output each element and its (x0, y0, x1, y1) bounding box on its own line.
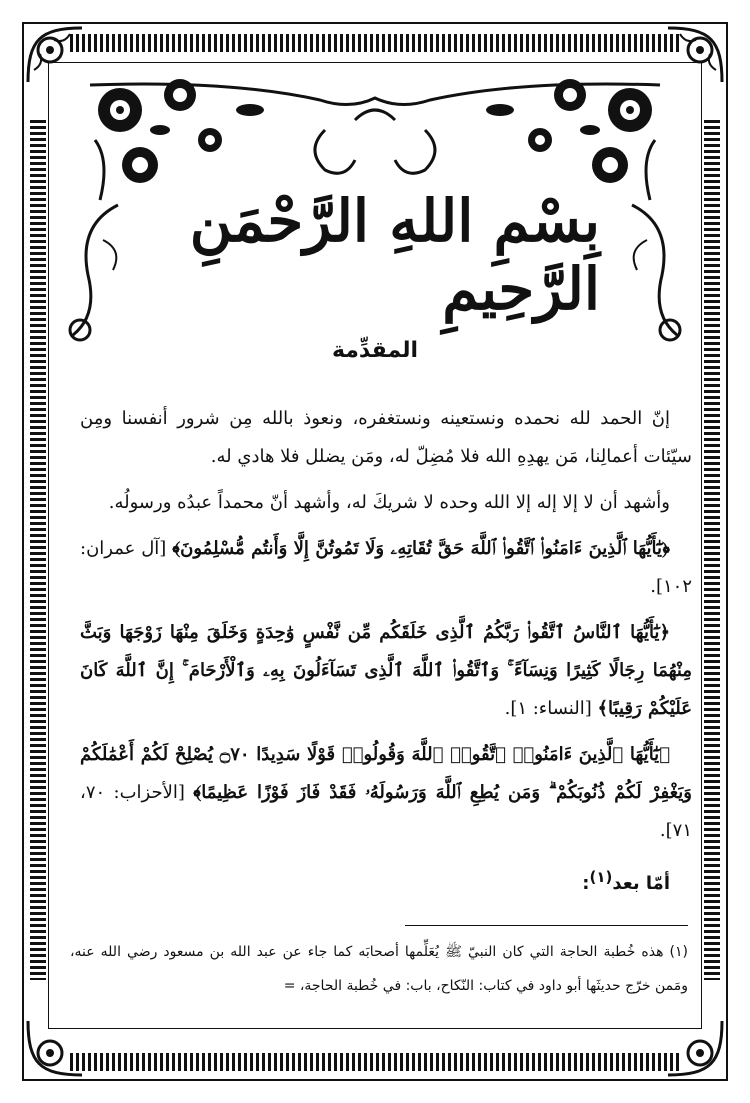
border-band-top (70, 34, 680, 52)
verse-block (80, 736, 692, 850)
border-band-right (704, 120, 720, 980)
paragraph: إنّ الحمد لله نحمده ونستعينه ونستغفره، ونعوذ بالله مِن شرور أنفسنا ومِن سيّئات أعمالِنا، مَن يهدِهِ الله فلا مُضِلّ له، ومَن يضلل فلا هادي له. (80, 408, 692, 467)
corner-ornament-top-right (660, 20, 730, 90)
paragraph: وأشهد أن لا إلا إله إلا الله وحده لا شريكَ له، وأشهد أنّ محمداً عبدُه ورسولُه. (108, 492, 670, 513)
verse-block (80, 530, 692, 606)
page-title: المقدِّمة (331, 338, 419, 363)
corner-ornament-bottom-right (660, 1013, 730, 1083)
amma-bad-text: أمّا بعد (612, 873, 670, 894)
amma-bad-line (80, 858, 692, 903)
footnote-separator (405, 925, 688, 926)
basmala-calligraphy (150, 187, 600, 323)
basmala-text: بِسْمِ اللهِ الرَّحْمَنِ الرَّحِيمِ (189, 187, 600, 323)
scroll-ornament-left (58, 200, 148, 350)
quran-verse: ﴿يَٰٓأَيُّهَا ٱلَّذِينَ ءَامَنُوا۟ ٱتَّقُوا۟ ٱللَّهَ حَقَّ تُقَاتِهِۦ وَلَا تَمُوتُنَّ إِلَّا وَأَنتُم مُّسْلِمُونَ﴾ (172, 538, 670, 559)
footnote-marker: (١) (589, 868, 613, 886)
amma-bad-colon: : (582, 873, 590, 894)
border-band-left (30, 120, 46, 980)
quran-verse: ﴿يَٰٓأَيُّهَا ٱلَّذِينَ ءَامَنُوا۟ ٱتَّقُوا۟ ٱللَّهَ وَقُولُوا۟ قَوْلًا سَدِيدًا ۝٧٠ يُصْلِحْ لَكُمْ أَعْمَٰلَكُمْ وَيَغْفِرْ لَكُمْ ذُنُوبَكُمْ ۗ وَمَن يُطِعِ ٱللَّهَ وَرَسُولَهُۥ فَقَدْ فَازَ فَوْزًا عَظِيمًا﴾ (80, 744, 692, 803)
main-text (80, 400, 692, 911)
footnote-number: (١) (669, 944, 688, 960)
verse-reference: [الأحزاب: ٧٠، ٧١]. (80, 782, 692, 841)
footnote-text: هذه خُطبة الحاجة التي كان النبيّ ﷺ يُعَلِّمها أصحابَه كما جاء عن عبد الله بن مسعود رضي الله عنه، ومَمن خرّج حديثَها أبو داود في كتاب: النّكاح، باب: في خُطبة الحاجة، = (70, 944, 688, 994)
verse-block (80, 614, 692, 728)
corner-ornament-bottom-left (20, 1013, 90, 1083)
verse-reference: [آل عمران: ١٠٢]. (80, 538, 692, 597)
scroll-ornament-right (602, 200, 692, 350)
border-band-bottom (70, 1053, 680, 1071)
verse-reference: [النساء: ١]. (504, 698, 592, 719)
footnote (70, 935, 688, 1003)
quran-verse: ﴿يَٰٓأَيُّهَا ٱلنَّاسُ ٱتَّقُوا۟ رَبَّكُمُ ٱلَّذِى خَلَقَكُم مِّن نَّفْسٍ وَٰحِدَةٍ وَخَلَقَ مِنْهَا زَوْجَهَا وَبَثَّ مِنْهُمَا رِجَالًا كَثِيرًا وَنِسَآءً ۚ وَٱتَّقُوا۟ ٱللَّهَ ٱلَّذِى تَسَآءَلُونَ بِهِۦ وَٱلْأَرْحَامَ ۚ إِنَّ ٱللَّهَ كَانَ عَلَيْكُمْ رَقِيبًا﴾ (80, 622, 692, 719)
